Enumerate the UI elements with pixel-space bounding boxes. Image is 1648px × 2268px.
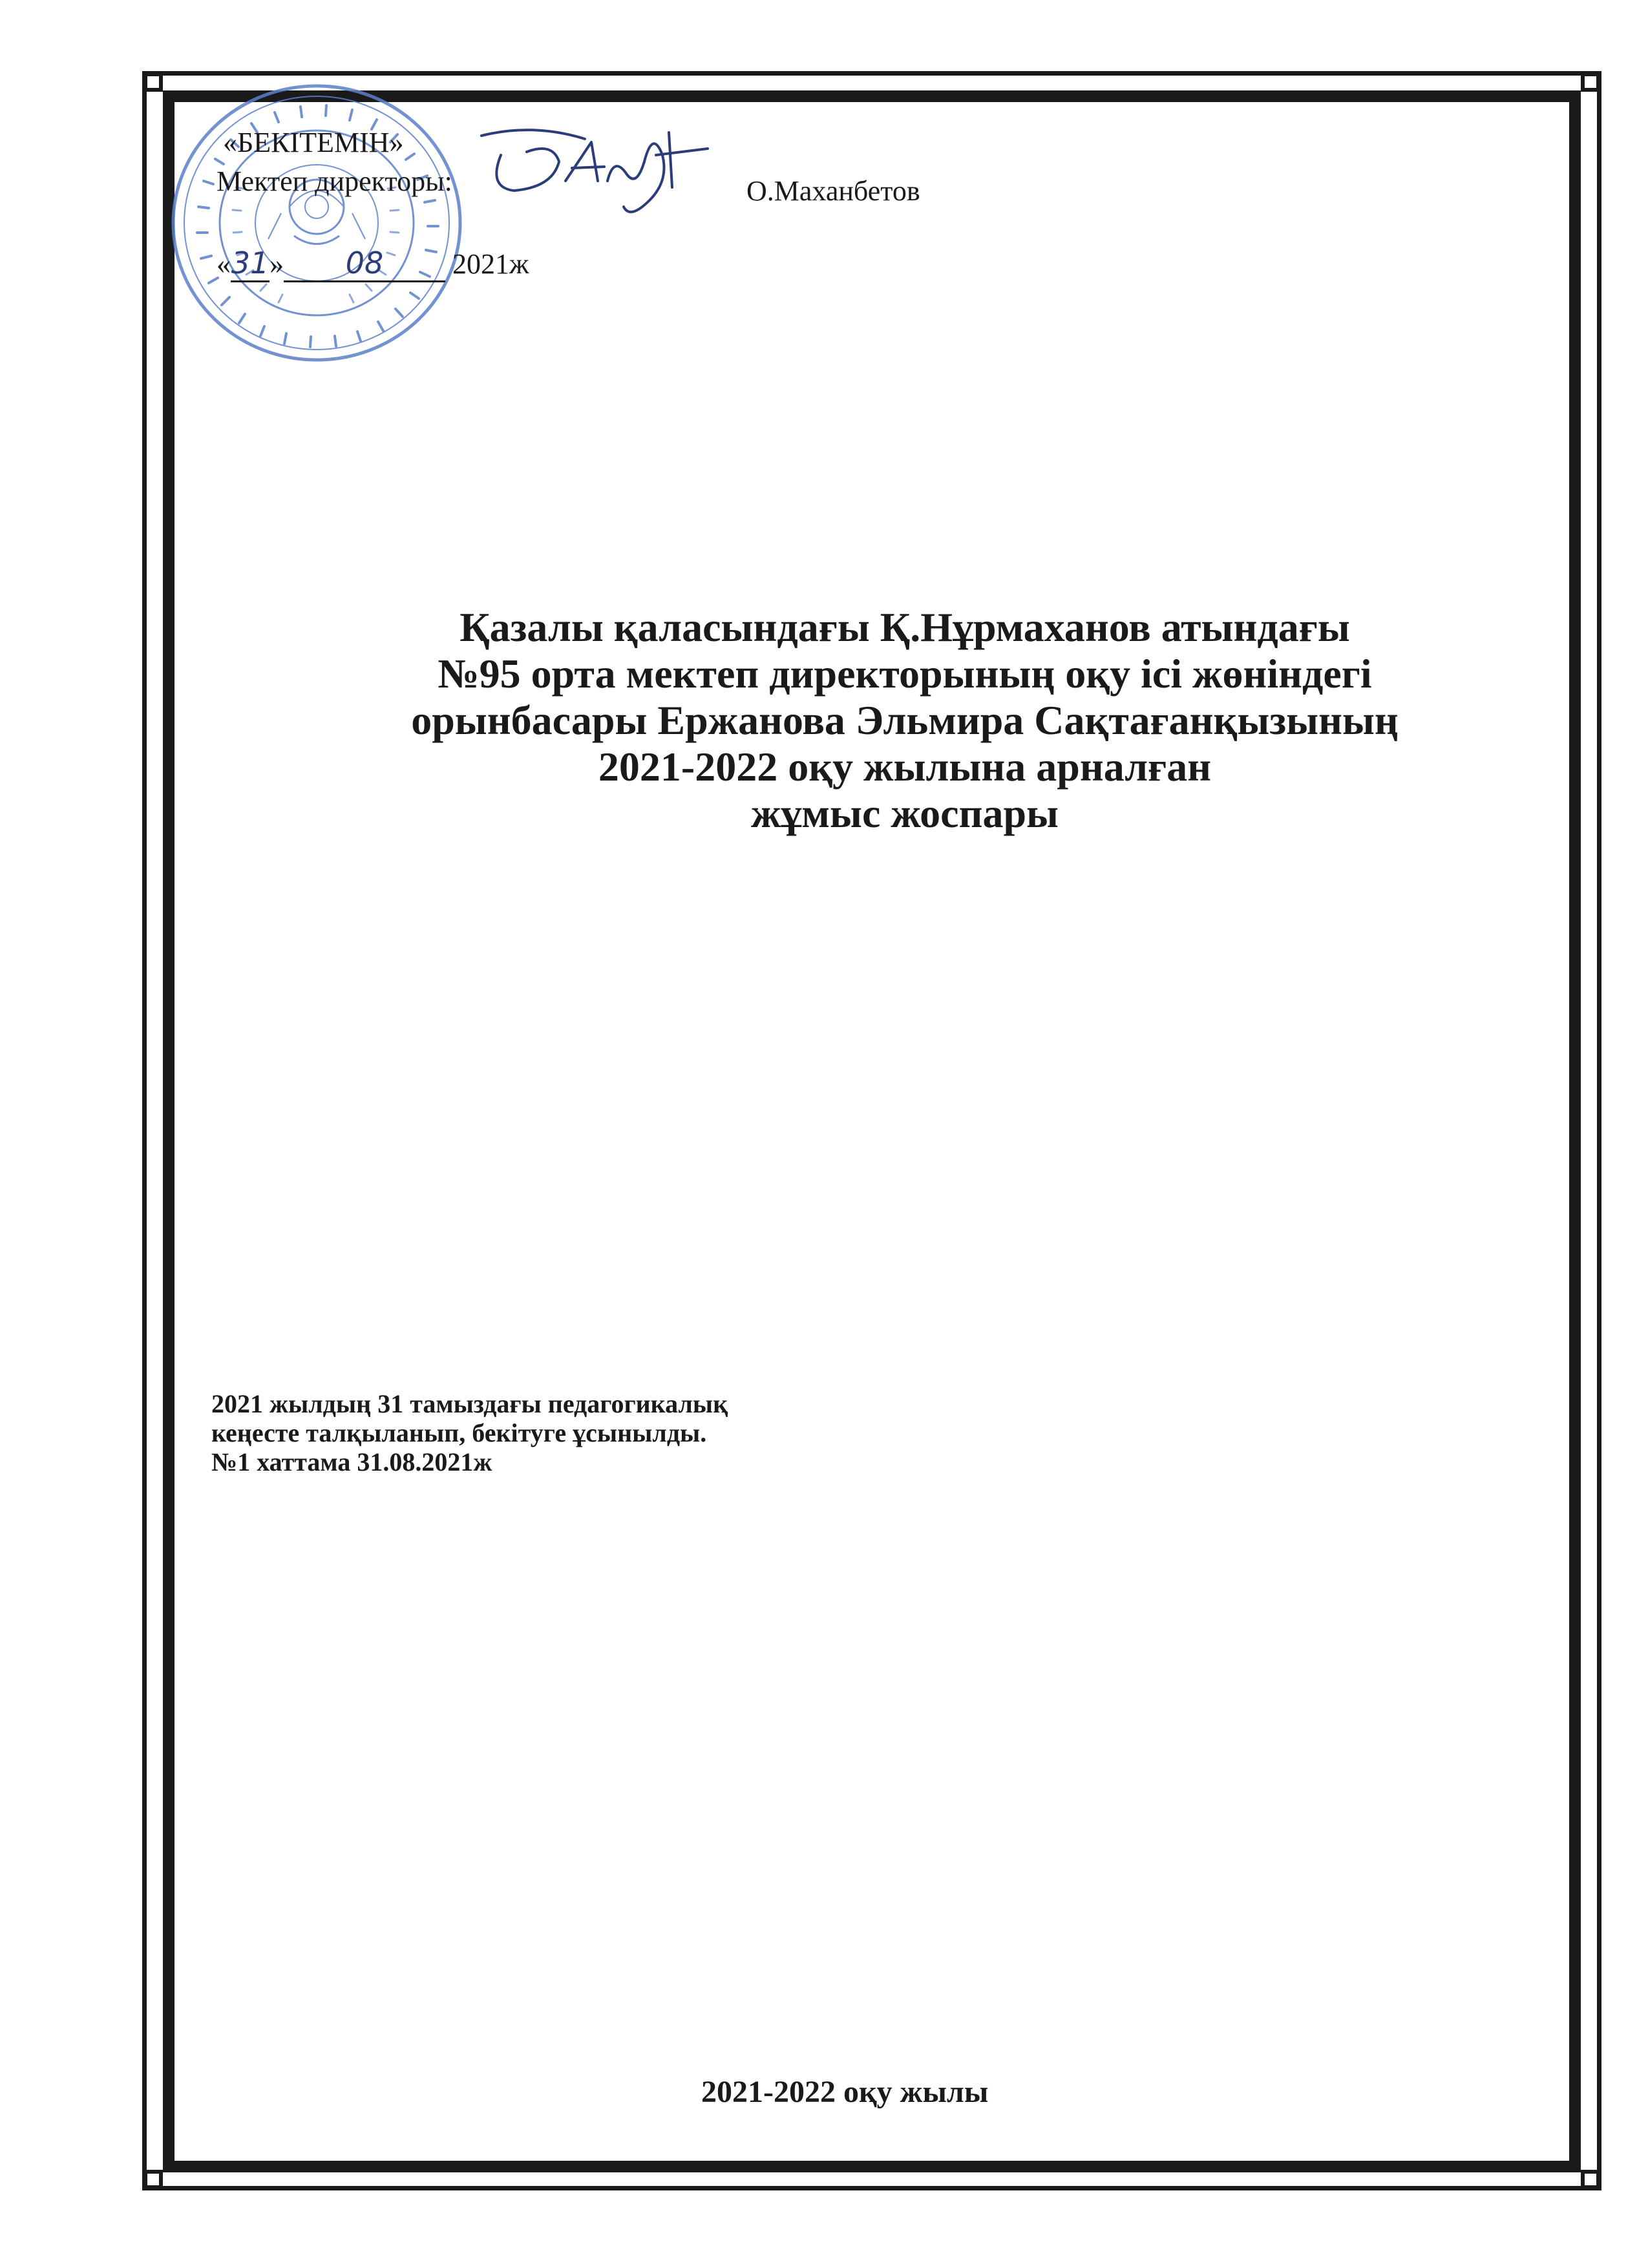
title-line: орынбасары Ержанова Эльмира Сақтағанқызының: [411, 697, 1399, 743]
council-line: 2021 жылдың 31 тамыздағы педагогикалық: [211, 1389, 728, 1418]
council-line: кеңесте талқыланып, бекітуге ұсынылды.: [211, 1418, 707, 1447]
date-month: 08: [345, 246, 384, 280]
date-day-underline: [231, 246, 269, 282]
title-line: Қазалы қаласындағы Қ.Нұрмаханов атындағы: [460, 604, 1350, 650]
signature-icon: [475, 116, 721, 226]
frame-corner-bottom-left: [143, 2170, 163, 2189]
date-year: 2021ж: [452, 248, 529, 280]
date-day: 31: [231, 246, 269, 280]
footer-academic-year: 2021-2022 оқу жылы: [701, 2075, 989, 2109]
director-name: О.Маханбетов: [746, 175, 920, 207]
document-title: [291, 604, 1519, 837]
page-frame-inner: [163, 90, 1581, 2172]
title-line: 2021-2022 оқу жылына арналған: [598, 744, 1212, 790]
date-open-quote: «: [217, 248, 231, 280]
frame-corner-top-left: [143, 72, 163, 92]
approval-date: [217, 246, 529, 282]
title-line: жұмыс жоспары: [750, 790, 1059, 836]
frame-corner-top-right: [1581, 72, 1600, 92]
frame-corner-bottom-right: [1581, 2170, 1600, 2189]
council-note: [211, 1389, 728, 1476]
council-line: №1 хаттама 31.08.2021ж: [211, 1447, 492, 1476]
title-line: №95 орта мектеп директорының оқу ісі жөніндегі: [438, 651, 1372, 697]
director-label: Мектеп директоры:: [217, 165, 452, 197]
date-close-quote: »: [269, 248, 284, 280]
approval-label: «БЕКІТЕМІН»: [223, 127, 404, 158]
date-month-underline: [284, 246, 445, 282]
seal-icon: [165, 78, 469, 368]
